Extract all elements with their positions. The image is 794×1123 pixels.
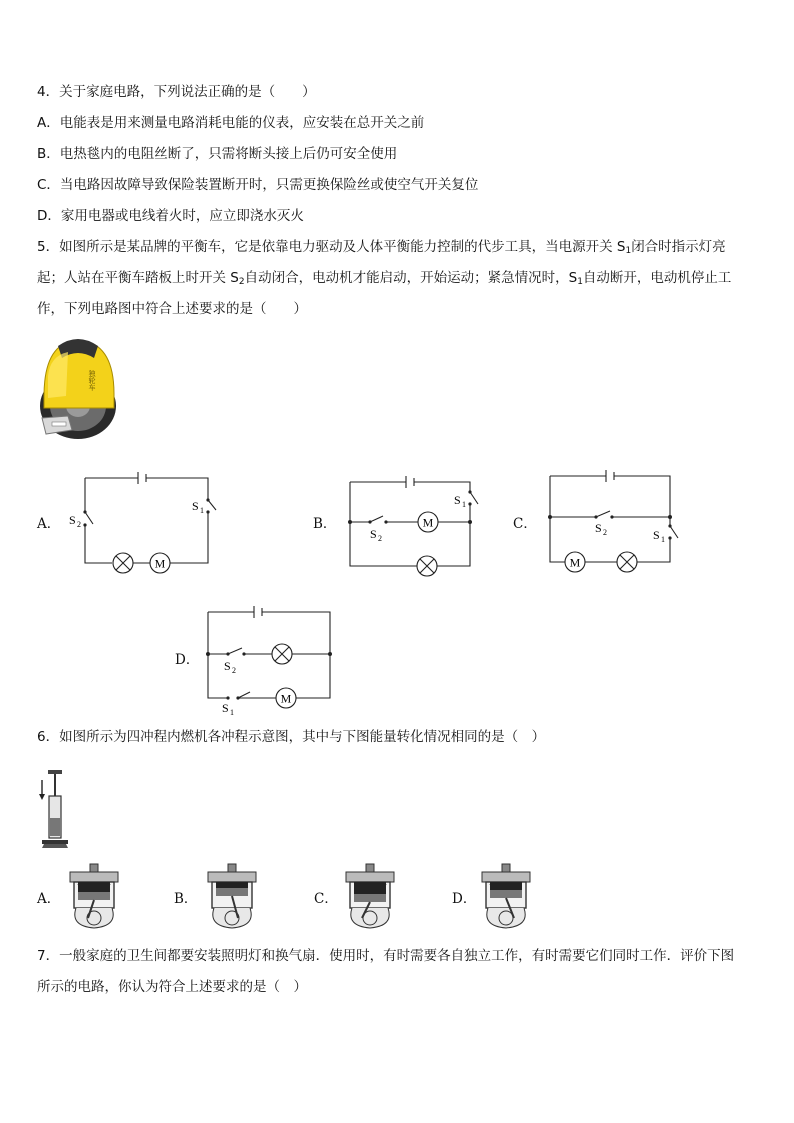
lamp-icon <box>617 552 637 572</box>
motor-icon <box>565 552 585 572</box>
motor-icon <box>276 688 296 708</box>
svg-text:M: M <box>154 556 166 571</box>
circuit-c-label: C． <box>513 516 537 532</box>
circuit-b-diagram <box>340 472 490 580</box>
q5-stem-line2: 起；人站在平衡车踏板上时开关 $S_2$自动闭合，电动机才能启动，开始运动；紧急情况时，$S_1$自动断开，电动机停止工 <box>37 270 732 287</box>
lamp-icon <box>113 553 133 573</box>
svg-text:1: 1 <box>661 535 665 544</box>
svg-text:S: S <box>454 493 461 507</box>
svg-text:S: S <box>222 701 229 715</box>
lamp-icon <box>272 644 292 664</box>
engine-stroke-c-image <box>340 860 400 930</box>
svg-text:2: 2 <box>378 534 382 543</box>
svg-text:M: M <box>280 691 292 706</box>
svg-text:S: S <box>595 521 602 535</box>
q5-stem-line3: 作，下列电路图中符合上述要求的是（ ） <box>37 301 307 317</box>
lamp-icon <box>417 556 437 576</box>
q6-stem: 6．如图所示为四冲程内燃机各冲程示意图，其中与下图能量转化情况相同的是（ ） <box>37 729 546 745</box>
q7-stem-line2: 所示的电路，你认为符合上述要求的是（ ） <box>37 979 307 995</box>
circuit-b-label: B． <box>313 516 337 532</box>
svg-text:S: S <box>653 528 660 542</box>
svg-text:S: S <box>192 499 199 513</box>
svg-text:2: 2 <box>232 666 236 675</box>
balance-car-image <box>38 336 118 440</box>
circuit-a-label: A． <box>37 516 61 532</box>
engine-b-label: B． <box>174 891 198 907</box>
q4-option-d: D．家用电器或电线着火时，应立即浇水灭火 <box>37 208 304 224</box>
motor-icon <box>150 553 170 573</box>
q7-stem-line1: 7．一般家庭的卫生间都要安装照明灯和换气扇．使用时，有时需要各自独立工作，有时需要它们同时工作．评价下图 <box>37 948 735 964</box>
svg-text:1: 1 <box>462 500 466 509</box>
circuit-d-diagram <box>198 600 348 718</box>
svg-text:S: S <box>370 527 377 541</box>
q4-stem: 4．关于家庭电路，下列说法正确的是（ ） <box>37 84 316 100</box>
motor-icon <box>418 512 438 532</box>
svg-text:1: 1 <box>200 506 204 515</box>
svg-text:S: S <box>224 659 231 673</box>
arrow-down-icon <box>39 794 45 800</box>
q4-option-a: A．电能表是用来测量电路消耗电能的仪表，应安装在总开关之前 <box>37 115 425 131</box>
q4-option-c: C．当电路因故障导致保险装置断开时，只需更换保险丝或使空气开关复位 <box>37 177 479 193</box>
svg-text:M: M <box>569 555 581 570</box>
circuit-c-diagram <box>540 466 690 580</box>
circuit-a-diagram <box>60 464 220 580</box>
q5-stem-line1: 5．如图所示是某品牌的平衡车，它是依靠电力驱动及人体平衡能力控制的代步工具，当电源开关 $S_1$闭合时指示灯亮 <box>37 239 726 256</box>
engine-d-label: D． <box>452 891 477 907</box>
svg-text:2: 2 <box>77 520 81 529</box>
circuit-d-label: D． <box>175 652 200 668</box>
engine-stroke-b-image <box>202 860 262 930</box>
engine-c-label: C． <box>314 891 338 907</box>
q4-option-b: B．电热毯内的电阻丝断了，只需将断头接上后仍可安全使用 <box>37 146 398 162</box>
engine-stroke-a-image <box>64 860 124 930</box>
air-pump-experiment-image <box>38 766 70 850</box>
svg-text:M: M <box>422 515 434 530</box>
engine-stroke-d-image <box>476 860 536 930</box>
svg-text:1: 1 <box>230 708 234 717</box>
svg-text:S: S <box>69 513 76 527</box>
engine-a-label: A． <box>37 891 61 907</box>
svg-text:2: 2 <box>603 528 607 537</box>
balance-car-brand-text: 独轮车 <box>88 370 96 391</box>
